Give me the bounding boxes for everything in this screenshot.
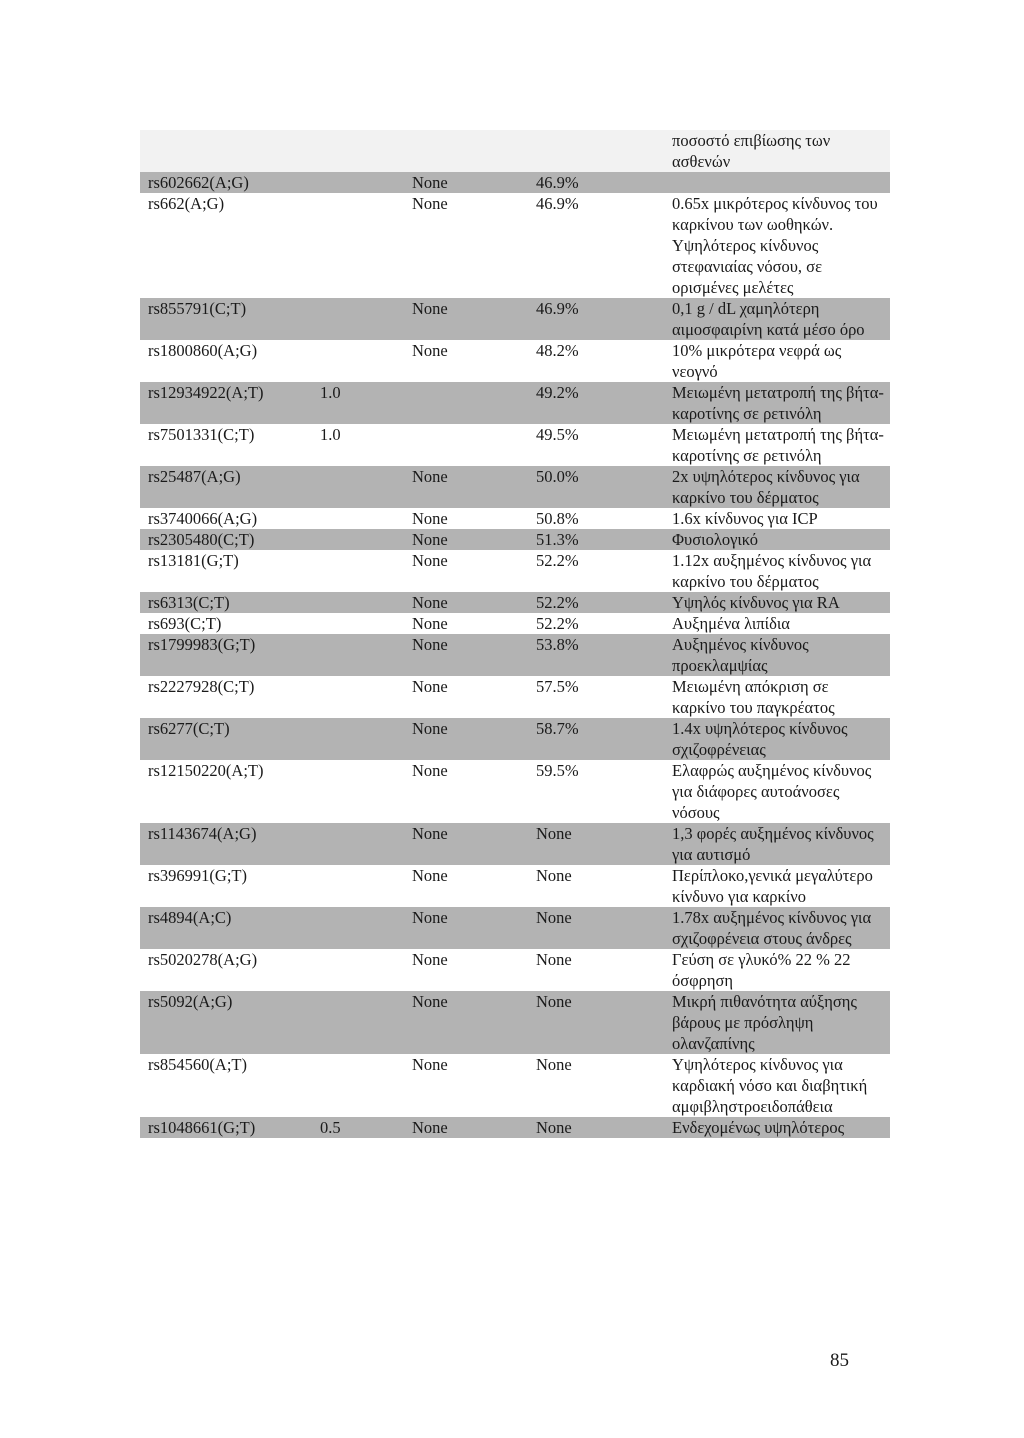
summary-cell: ποσοστό επιβίωσης των ασθενών [672, 131, 831, 171]
frequency-cell: 51.3% [536, 530, 579, 549]
table-row [140, 1054, 890, 1117]
frequency-cell: 46.9% [536, 173, 579, 192]
frequency-cell: None [536, 1118, 572, 1137]
repute-cell: None [412, 677, 448, 696]
table-row [140, 592, 890, 613]
frequency-cell: 49.2% [536, 383, 579, 402]
frequency-cell: None [536, 908, 572, 927]
repute-cell: None [412, 1118, 448, 1137]
repute-cell: None [412, 761, 448, 780]
snp-cell: rs4894(A;C) [148, 908, 232, 927]
snp-cell: rs7501331(C;T) [148, 425, 255, 444]
summary-cell: Αυξημένος κίνδυνος προεκλαμψίας [672, 635, 809, 675]
summary-cell: Υψηλός κίνδυνος για RA [672, 593, 840, 612]
snp-cell: rs2227928(C;T) [148, 677, 255, 696]
snp-table [140, 130, 890, 1138]
snp-cell: rs693(C;T) [148, 614, 222, 633]
table-row [140, 172, 890, 193]
table-row [140, 130, 890, 172]
snp-cell: rs25487(A;G) [148, 467, 241, 486]
frequency-cell: 52.2% [536, 593, 579, 612]
summary-cell: Φυσιολογικό [672, 530, 758, 549]
frequency-cell: 48.2% [536, 341, 579, 360]
summary-cell: 1,3 φορές αυξημένος κίνδυνος για αυτισμό [672, 824, 874, 864]
summary-cell: Ενδεχομένως υψηλότερος [672, 1118, 845, 1137]
table-row [140, 676, 890, 718]
page-number: 85 [830, 1350, 849, 1371]
frequency-cell: 50.0% [536, 467, 579, 486]
summary-cell: 1.78x αυξημένος κίνδυνος για σχιζοφρένεια στους άνδρες [672, 908, 872, 948]
snp-cell: rs12150220(A;T) [148, 761, 264, 780]
table-row [140, 424, 890, 466]
frequency-cell: 59.5% [536, 761, 579, 780]
repute-cell: None [412, 635, 448, 654]
repute-cell: None [412, 614, 448, 633]
repute-cell: None [412, 509, 448, 528]
table-row [140, 907, 890, 949]
table-body [140, 172, 890, 1138]
summary-cell: 1.12x αυξημένος κίνδυνος για καρκίνο του δέρματος [672, 551, 872, 591]
table-row [140, 865, 890, 907]
summary-cell: 2x υψηλότερος κίνδυνος για καρκίνο του δέρματος [672, 467, 860, 507]
summary-cell: 10% μικρότερα νεφρά ως νεογνό [672, 341, 842, 381]
repute-cell: None [412, 992, 448, 1011]
repute-cell: None [412, 824, 448, 843]
repute-cell: None [412, 908, 448, 927]
magnitude-cell: 1.0 [320, 383, 341, 402]
snp-cell: rs12934922(A;T) [148, 383, 264, 402]
frequency-cell: None [536, 866, 572, 885]
snp-cell: rs854560(A;T) [148, 1055, 247, 1074]
snp-cell: rs1143674(A;G) [148, 824, 257, 843]
table-row [140, 340, 890, 382]
table-row [140, 298, 890, 340]
summary-cell: Περίπλοκο,γενικά μεγαλύτερο κίνδυνο για καρκίνο [672, 866, 873, 906]
frequency-cell: 58.7% [536, 719, 579, 738]
snp-cell: rs662(A;G) [148, 194, 225, 213]
summary-cell: Αυξημένα λιπίδια [672, 614, 790, 633]
frequency-cell: None [536, 824, 572, 843]
magnitude-cell: 0.5 [320, 1118, 341, 1137]
repute-cell: None [412, 467, 448, 486]
frequency-cell: None [536, 1055, 572, 1074]
table-row [140, 823, 890, 865]
table-row [140, 634, 890, 676]
snp-cell: rs855791(C;T) [148, 299, 247, 318]
frequency-cell: 52.2% [536, 551, 579, 570]
summary-cell: Μειωμένη απόκριση σε καρκίνο του παγκρέατος [672, 677, 835, 717]
repute-cell: None [412, 173, 448, 192]
frequency-cell: 53.8% [536, 635, 579, 654]
table-row [140, 466, 890, 508]
summary-cell: 1.6x κίνδυνος για ICP [672, 509, 818, 528]
frequency-cell: 46.9% [536, 299, 579, 318]
snp-cell: rs3740066(A;G) [148, 509, 258, 528]
repute-cell: None [412, 866, 448, 885]
summary-cell: 1.4x υψηλότερος κίνδυνος σχιζοφρένειας [672, 719, 848, 759]
snp-cell: rs6277(C;T) [148, 719, 230, 738]
snp-cell: rs6313(C;T) [148, 593, 230, 612]
table-row [140, 760, 890, 823]
magnitude-cell: 1.0 [320, 425, 341, 444]
snp-cell: rs1799983(G;T) [148, 635, 256, 654]
snp-cell: rs1048661(G;T) [148, 1118, 256, 1137]
frequency-cell: 57.5% [536, 677, 579, 696]
frequency-cell: 50.8% [536, 509, 579, 528]
frequency-cell: 46.9% [536, 194, 579, 213]
snp-cell: rs396991(G;T) [148, 866, 247, 885]
repute-cell: None [412, 530, 448, 549]
summary-cell: 0,1 g / dL χαμηλότερη αιμοσφαιρίνη κατά μέσο όρο [672, 299, 865, 339]
frequency-cell: None [536, 950, 572, 969]
repute-cell: None [412, 950, 448, 969]
table-row [140, 1117, 890, 1138]
snp-cell: rs5020278(A;G) [148, 950, 258, 969]
table-row [140, 550, 890, 592]
repute-cell: None [412, 194, 448, 213]
table-row [140, 613, 890, 634]
table-row [140, 991, 890, 1054]
repute-cell: None [412, 1055, 448, 1074]
summary-cell: Μικρή πιθανότητα αύξησης βάρους με πρόσληψη ολανζαπίνης [672, 992, 857, 1053]
snp-cell: rs1800860(A;G) [148, 341, 258, 360]
repute-cell: None [412, 719, 448, 738]
table-row [140, 193, 890, 298]
repute-cell: None [412, 551, 448, 570]
table-row [140, 382, 890, 424]
frequency-cell: 52.2% [536, 614, 579, 633]
frequency-cell: 49.5% [536, 425, 579, 444]
repute-cell: None [412, 299, 448, 318]
repute-cell: None [412, 593, 448, 612]
snp-cell: rs602662(A;G) [148, 173, 249, 192]
table-row [140, 949, 890, 991]
repute-cell: None [412, 341, 448, 360]
summary-cell: 0.65x μικρότερος κίνδυνος του καρκίνου των ωοθηκών. Υψηλότερος κίνδυνος στεφανιαίας νόσου, σε ορισμένες μελέτες [672, 194, 878, 297]
summary-cell: Μειωμένη μετατροπή της βήτα-καροτίνης σε ρετινόλη [672, 383, 884, 423]
table-row [140, 508, 890, 529]
snp-cell: rs5092(A;G) [148, 992, 233, 1011]
summary-cell: Ελαφρώς αυξημένος κίνδυνος για διάφορες αυτοάνοσες νόσους [672, 761, 872, 822]
summary-cell: Μειωμένη μετατροπή της βήτα-καροτίνης σε ρετινόλη [672, 425, 884, 465]
table-row [140, 529, 890, 550]
snp-cell: rs13181(G;T) [148, 551, 239, 570]
summary-cell: Γεύση σε γλυκό% 22 % 22 όσφρηση [672, 950, 851, 990]
frequency-cell: None [536, 992, 572, 1011]
table-row [140, 718, 890, 760]
summary-cell: Υψηλότερος κίνδυνος για καρδιακή νόσο και διαβητική αμφιβληστροειδοπάθεια [672, 1055, 868, 1116]
snp-cell: rs2305480(C;T) [148, 530, 255, 549]
